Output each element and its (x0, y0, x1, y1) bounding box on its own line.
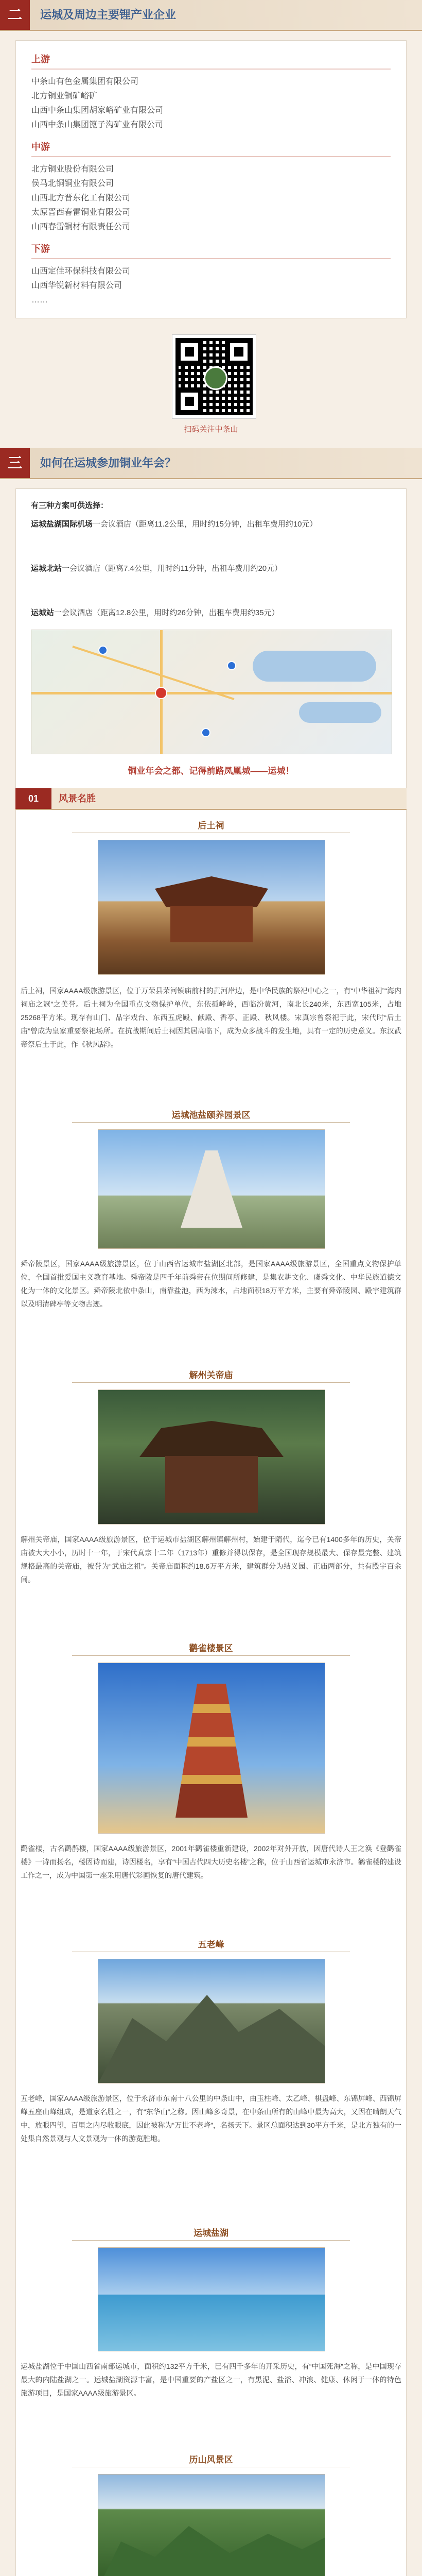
logo-icon (204, 366, 227, 390)
plan-item (31, 517, 391, 531)
subsection-number: 01 (28, 793, 39, 804)
company-item: 北方铜业铜矿峪矿 (31, 92, 98, 100)
spot-text: 鹳雀楼，古名鹳鹊楼，国家AAAA级旅游景区，2001年鹳雀楼重新建设，2002年对外开放，因唐代诗人王之涣《登鹳雀楼》一诗而扬名，楼因诗而建，诗因楼名，享有“中国古代四大历史名楼”之称，位于山西省运城市永济市。鹳雀楼的建设工作之一，成为中国第一座采用唐代彩画恢复的唐代建筑。 (21, 1844, 401, 1879)
spot-text: 舜帝陵景区，国家AAAA级旅游景区，位于山西省运城市盐湖区北部，是国家AAAA级旅游景区，全国重点文物保护单位，全国首批爱国主义教育基地。舜帝陵是四千年前舜帝在位期间所修建，是集农耕文化、虞舜文化、中华民族道德文化为一体的文化景区。舜帝陵北依中条山，南靠盐池，西为涑水，占地面积18万平方米，主要有舜帝陵园、殿宇建筑群以及明清碑亭等文物古迹。 (21, 1260, 401, 1308)
route-map[interactable] (31, 630, 392, 754)
tower-photo (98, 1663, 325, 1834)
spot-title: 后土祠 (198, 821, 224, 831)
plan-text: 一会议酒店（距离11.2公里，用时约15分钟，出租车费用约10元） (93, 520, 318, 529)
group-midstream (31, 140, 391, 234)
company-item: 侯马北铜铜业有限公司 (31, 179, 114, 188)
plan-item (31, 606, 391, 620)
company-item: 山西中条山集团篦子沟矿业有限公司 (31, 121, 164, 129)
map-caption: 铜业年会之都、记得前路凤凰城——运城！ (128, 766, 294, 776)
section-number: 三 (0, 448, 30, 478)
company-item: 中条山有色金属集团有限公司 (31, 77, 139, 86)
spot-title: 解州关帝庙 (189, 1370, 233, 1380)
plans-heading: 有三种方案可供选择： (31, 501, 109, 510)
company-card (15, 40, 407, 318)
hotel-marker-icon (155, 687, 167, 699)
section-header (0, 448, 422, 479)
group-upstream (31, 52, 391, 132)
group-downstream (31, 242, 391, 308)
subsection-title: 风景名胜 (59, 793, 96, 804)
company-item: 山西中条山集团胡家峪矿业有限公司 (31, 106, 164, 115)
plan-name: 运城盐湖国际机场 (31, 520, 93, 529)
plan-text: 一会议酒店（距离12.8公里，用时约26分钟，出租车费用约35元） (54, 608, 279, 617)
spot-text: 运城盐湖位于中国山西省南部运城市，面积约132平方千米，已有四千多年的开采历史，有“中国死海”之称，是中国现存最大的内陆盐湖之一。运城盐湖资源丰富，是中国重要的产盐区之一，有黑泥、盐浴、冲浪、健康、休闲于一体的特色旅游项目，是国家AAAA级旅游景区。 (21, 2362, 401, 2397)
group-label: 上游 (31, 54, 50, 64)
spot-text: 后土祠，国家AAAA级旅游景区，位于万荣县荣河镇庙前村的黄河岸边，是中华民族的祭祀中心之一，有“中华祖祠”“海内祠庙之冠”之美誉。后土祠为全国重点文物保护单位，东依孤峰岭，西临汾黄河，南北长240米，东西宽105米，占地25268平方米。现存有山门、品字戏台、东西五虎殿、献殿、香亭、正殿、秋风楼。宋真宗曾祭祀于此，宋代时“后土庙”曾成为皇家重要祭祀场所。在抗战期间后土祠因其居高临下，成为众多战斗的发生地，具有一定的历史意义。东汉武帝祭后土于此，作《秋风辞》。 (21, 987, 401, 1048)
qr-caption: 扫码关注中条山 (184, 425, 238, 434)
forest-photo (98, 2474, 325, 2576)
section-header (0, 0, 422, 31)
temple-photo (98, 840, 325, 975)
section-title: 如何在运城参加铜业年会？ (40, 456, 177, 469)
subsection-header (15, 788, 407, 810)
station-marker-icon (227, 661, 236, 670)
section-title: 运城及周边主要锂产业企业 (40, 8, 177, 21)
company-item: 北方铜业股份有限公司 (31, 165, 114, 174)
spot-title: 运城盐湖 (194, 2228, 228, 2238)
spot-title: 鹳雀楼景区 (189, 1643, 233, 1653)
mountain-photo (98, 1959, 325, 2083)
plan-text: 一会议酒店（距离7.4公里，用时约11分钟，出租车费用约20元） (62, 564, 283, 573)
company-item: 山西华锐新材料有限公司 (31, 281, 122, 290)
temple-gate-photo (98, 1389, 325, 1524)
company-item: …… (31, 296, 48, 304)
group-label: 中游 (31, 142, 50, 152)
group-label: 下游 (31, 244, 50, 254)
spot-text: 解州关帝庙，国家AAAA级旅游景区，位于运城市盐湖区解州镇解州村，始建于隋代，迄今已有1400多年的历史，关帝庙被大大小小，历时十一年，于宋代真宗十二年（1713年）重修并得以保存，是全国现存规模最大、保存最完整、建筑规格最高的关帝庙，被誉为“武庙之祖”。关帝庙面积约18.6万平方米，建筑群分为结义园、正庙两部分，共有殿宇百余间。 (21, 1535, 401, 1584)
company-item: 太原晋西春雷铜业有限公司 (31, 208, 131, 217)
salt-lake-photo (98, 2247, 325, 2351)
plan-item (31, 562, 391, 575)
qr-code[interactable] (172, 335, 256, 418)
spot-text: 五老峰，国家AAAA级旅游景区，位于永济市东南十八公里的中条山中，由玉柱峰、太乙峰、棋盘峰、东锦屏峰、西锦屏峰五座山峰组成，是道家名胜之一，有“东华山”之称。因山峰多奇景，在中条山所有的山峰中最为高大，又因在晴朗天气中，放眼四望，百里之内尽收眼底，因此被称为“万世不老峰”，名扬天下。景区总面积达到30平方千米，是北方独有的一处集自然景观与人文景观为一体的游览胜地。 (21, 2094, 401, 2143)
plan-name: 运城站 (31, 608, 55, 617)
airport-marker-icon (98, 646, 108, 655)
spot-title: 历山风景区 (189, 2455, 233, 2465)
spot-title: 运城池盐颐养园景区 (171, 1110, 251, 1120)
section-number: 二 (0, 0, 30, 30)
station-marker-icon (201, 728, 210, 737)
company-item: 山西定佳环保科技有限公司 (31, 267, 131, 276)
company-item: 山西北方晋东化工有限公司 (31, 194, 131, 202)
plan-name: 运城北站 (31, 564, 62, 573)
statue-photo (98, 1129, 325, 1249)
spot-title: 五老峰 (198, 1940, 224, 1950)
company-item: 山西春雷铜材有限责任公司 (31, 223, 131, 231)
